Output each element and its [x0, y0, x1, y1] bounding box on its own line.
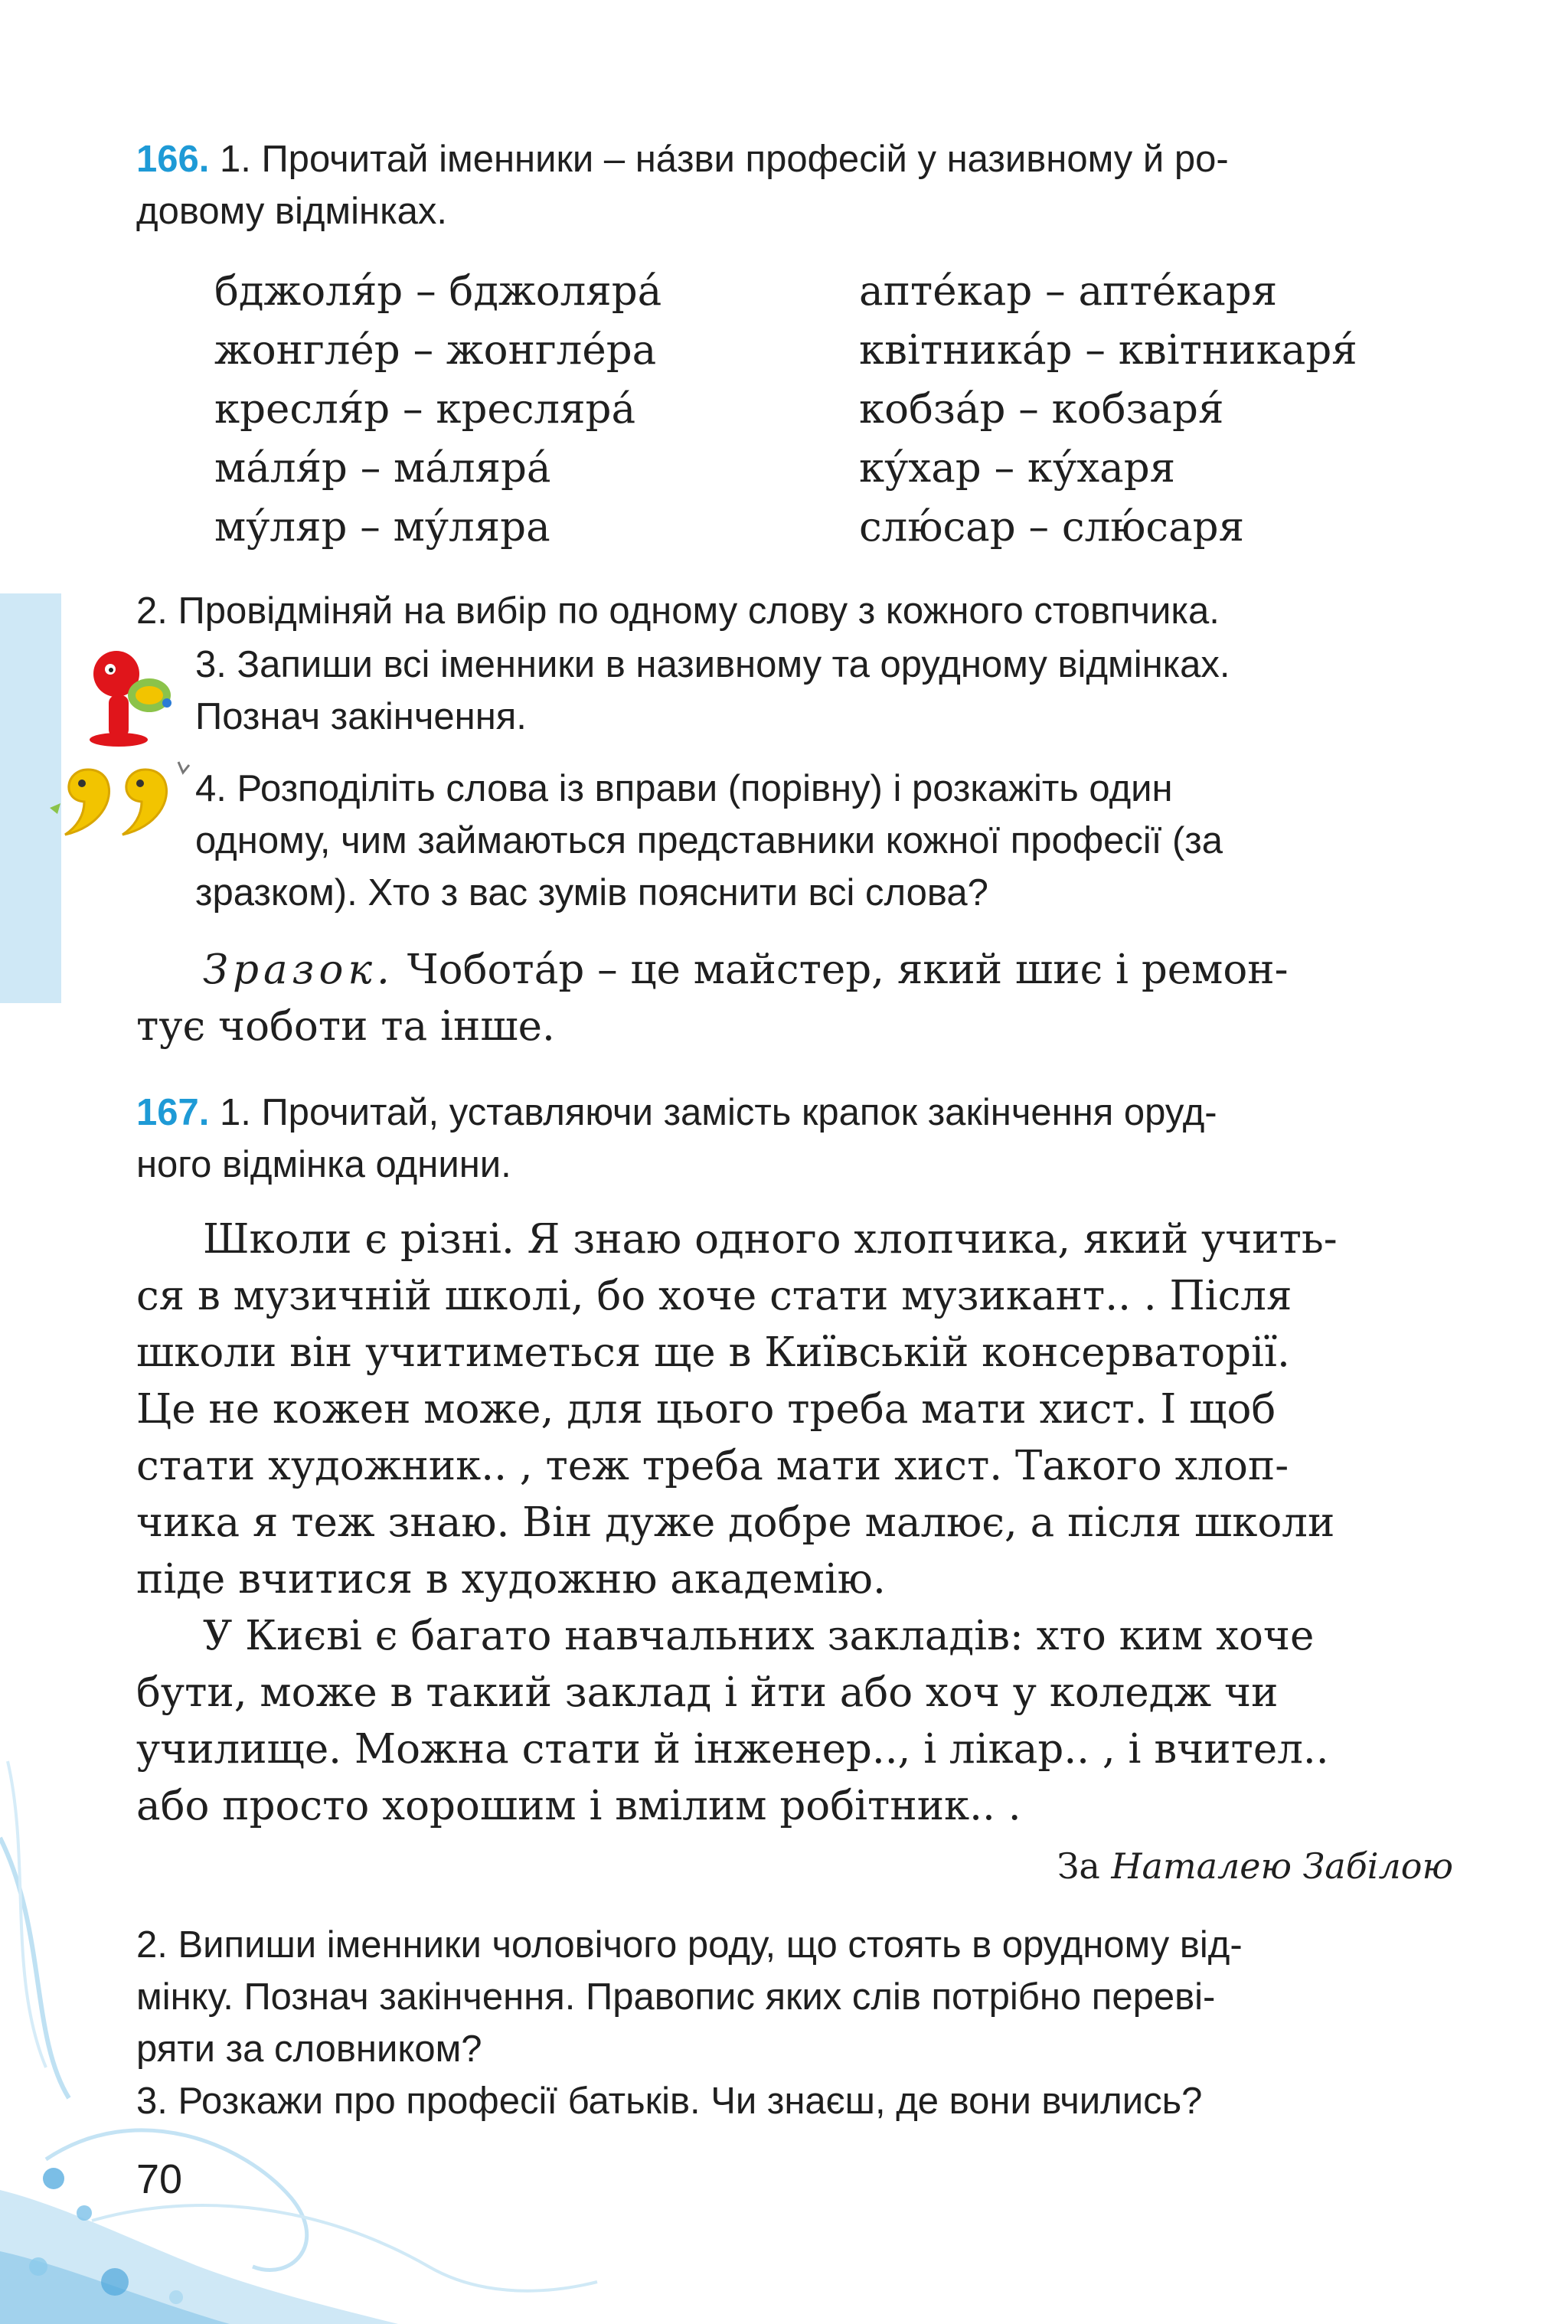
word-pair: мáля́р – мáлярá [214, 445, 551, 492]
word-pair: кобза́р – кобзаря́ [859, 386, 1224, 433]
ex167-task2-line2: мінку. Познач закінчення. Правопис яких слів потрібно переві- [136, 1976, 1216, 2018]
ex167-number: 167. [136, 1092, 210, 1133]
word-pair: ку́хар – ку́харя [859, 445, 1176, 492]
floral-swirl-decoration [0, 1608, 628, 2324]
page-number: 70 [136, 2156, 183, 2202]
text-line: стати художник.. , теж треба мати хист. Такого хлоп- [136, 1443, 1289, 1489]
sample-label: Зразок. [203, 946, 394, 993]
word-pair: жонгле́р – жонгле́ра [214, 327, 657, 374]
ex166-task1-line2: довому відмінках. [136, 191, 447, 232]
ex166-task3-line2: Познач закінчення. [195, 696, 527, 737]
text-line: школи він учитиметься ще в Київській консерваторії. [136, 1329, 1290, 1376]
word-pair: бджоля́р – бджоляра́ [214, 268, 662, 315]
text-line: чика я теж знаю. Він дуже добре малює, а після школи [136, 1499, 1335, 1546]
word-pair: слю́сар – слю́саря [859, 504, 1245, 551]
sample-line1 [203, 946, 1289, 993]
ex166-task4-line2: одному, чим займаються представники кожної професії (за [195, 820, 1223, 861]
text-line: бути, може в такий заклад і йти або хоч у коледж чи [136, 1669, 1279, 1716]
sample-line2: тує чоботи та інше. [136, 1003, 555, 1050]
text-line: піде вчитися в художню академію. [136, 1556, 886, 1603]
text-line: У Києві є багато навчальних закладів: хто ким хоче [203, 1613, 1315, 1659]
ex166-task4-line1: 4. Розподіліть слова із вправи (порівну) і розкажіть один [195, 768, 1173, 809]
ex167-task2-line1: 2. Випиши іменники чоловічого роду, що стоять в орудному від- [136, 1924, 1243, 1966]
ex167-task1-line2: ного відмінка однини. [136, 1144, 511, 1185]
ex166-task1-text: 1. Прочитай іменники – на́зви професій у називному й ро- [209, 139, 1229, 180]
ex166-task4-line3: зразком). Хто з вас зумів пояснити всі слова? [195, 872, 988, 914]
ex167-task2-line3: ряти за словником? [136, 2028, 482, 2070]
ex166-task3-line1: 3. Запиши всі іменники в називному та орудному відмінках. [195, 644, 1230, 685]
ex166-number: 166. [136, 139, 210, 180]
ex166-task1-line1 [136, 138, 1229, 181]
word-pair: квітника́р – квітникаря́ [859, 327, 1357, 374]
word-pair: апте́кар – апте́каря [859, 268, 1278, 315]
word-pair: му́ляр – му́ляра [214, 504, 550, 551]
author-attribution [1057, 1845, 1453, 1887]
text-line: Це не кожен може, для цього треба мати хист. І щоб [136, 1386, 1276, 1433]
text-line: ся в музичній школі, бо хоче стати музикант.. . Після [136, 1273, 1292, 1319]
text-line: Школи є різні. Я знаю одного хлопчика, який учить- [203, 1216, 1338, 1263]
red-pencil-mascot-icon [77, 642, 180, 749]
sample-text: Чоботáр – це майстер, який шиє і ремон- [394, 946, 1289, 993]
speech-quotes-icon [42, 754, 195, 861]
text-line: училище. Можна стати й інженер.., і лікар.. , і вчител.. [136, 1726, 1329, 1773]
author-name: Наталею Забілою [1111, 1845, 1453, 1887]
ex166-task2: 2. Провідміняй на вибір по одному слову з кожного стовпчика. [136, 590, 1220, 632]
ex167-task1-line1 [136, 1091, 1217, 1134]
word-pair: кресля́р – креслярá [214, 386, 636, 433]
ex167-task1-text: 1. Прочитай, уставляючи замість крапок закінчення оруд- [209, 1092, 1217, 1133]
ex167-task3: 3. Розкажи про професії батьків. Чи знаєш, де вони вчились? [136, 2080, 1203, 2122]
author-prefix: За [1057, 1845, 1112, 1887]
text-line: або просто хорошим і вмілим робітник.. . [136, 1783, 1021, 1829]
